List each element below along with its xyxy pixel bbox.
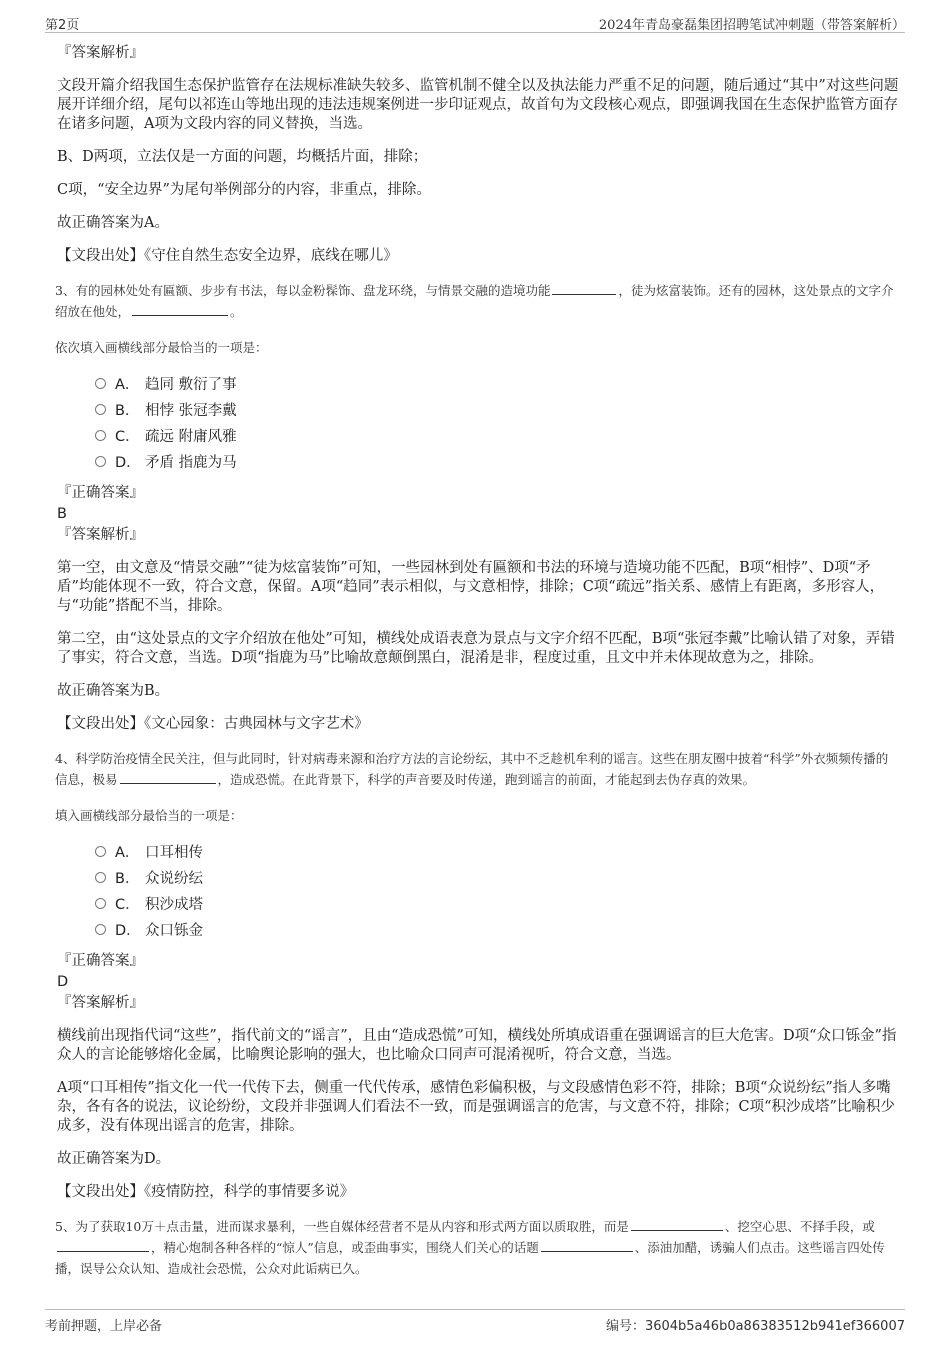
correct-answer: D	[57, 974, 69, 990]
radio-icon[interactable]	[95, 378, 106, 389]
analysis-label: 『答案解析』	[57, 45, 144, 61]
option-d[interactable]: D． 众口铄金	[95, 916, 900, 942]
option-a[interactable]: A． 口耳相传	[95, 838, 900, 864]
page-footer	[45, 1309, 905, 1334]
radio-icon[interactable]	[95, 924, 106, 935]
question-4-stem: 4、科学防治疫情全民关注，但与此同时，针对病毒来源和治疗方法的言论纷纭，其中不乏趁机牟利的谣言。这些在朋友圈中披着“科学”外衣频频传播的信息，极易 ，造成恐慌。在此背景下，科学的声音要及时传递，跑到谣言的前面，才能起到去伪存真的效果。	[55, 751, 889, 787]
option-a[interactable]: A． 趋同 敷衍了事	[95, 370, 900, 396]
document-body	[55, 44, 900, 1295]
source-citation: 【文段出处】《文心园象：古典园林与文字艺术》	[57, 716, 369, 732]
option-d[interactable]: D． 矛盾 指鹿为马	[95, 448, 900, 474]
radio-icon[interactable]	[95, 456, 106, 467]
correct-answer-label: 『正确答案』	[57, 953, 144, 969]
question-3-stem: 3、有的园林处处有匾额、步步有书法，每以金粉髹饰、盘龙环绕，与情景交融的造境功能 ，徒为炫富装饰。还有的园林，这处景点的文字介绍放在他处， 。	[55, 283, 894, 319]
source-citation: 【文段出处】《疫情防控，科学的事情要多说》	[57, 1184, 355, 1200]
radio-icon[interactable]	[95, 898, 106, 909]
analysis-conclusion: 故正确答案为A。	[57, 215, 169, 231]
analysis-paragraph: 第二空，由“这处景点的文字介绍放在他处”可知，横线处成语表意为景点与文字介绍不匹配，B项“张冠李戴”比喻认错了对象，弄错了事实，符合文意，当选。D项“指鹿为马”比喻故意颠倒黑白，混淆是非，程度过重，且文中并未体现故意为之，排除。	[57, 631, 895, 666]
correct-answer-label: 『正确答案』	[57, 485, 144, 501]
source-citation: 【文段出处】《守住自然生态安全边界，底线在哪儿》	[57, 248, 398, 264]
analysis-paragraph: A项“口耳相传”指文化一代一代传下去，侧重一代代传承，感情色彩偏积极，与文段感情色彩不符，排除；B项“众说纷纭”指人多嘴杂，各有各的说法，议论纷纷，文段并非强调人们看法不一致，而是强调谣言的危害，与文意不符，排除；C项“积沙成塔”比喻积少成多，没有体现出谣言的危害，排除。	[57, 1080, 895, 1134]
radio-icon[interactable]	[95, 846, 106, 857]
question-instruction: 依次填入画横线部分最恰当的一项是：	[55, 340, 268, 355]
question-instruction: 填入画横线部分最恰当的一项是：	[55, 808, 243, 823]
analysis-label: 『答案解析』	[57, 995, 144, 1011]
answer-blank	[57, 1239, 149, 1252]
option-b[interactable]: B． 众说纷纭	[95, 864, 900, 890]
analysis-paragraph: B、D两项，立法仅是一方面的问题，均概括片面，排除；	[57, 149, 428, 165]
radio-icon[interactable]	[95, 430, 106, 441]
document-id: 编号：3604b5a46b0a86383512b941ef366007	[605, 1319, 905, 1334]
analysis-paragraph: 文段开篇介绍我国生态保护监管存在法规标准缺失较多、监管机制不健全以及执法能力严重不足的问题，随后通过“其中”对这些问题展开详细介绍，尾句以祁连山等地出现的违法违规案例进一步印证观点，故首句为文段核心观点，即强调我国在生态保护监管方面存在诸多问题，A项为文段内容的同义替换，当选。	[57, 78, 899, 132]
document-title: 2024年青岛豪磊集团招聘笔试冲刺题（带答案解析）	[598, 18, 905, 33]
analysis-label: 『答案解析』	[57, 527, 144, 543]
footer-slogan: 考前押题，上岸必备	[45, 1319, 163, 1334]
answer-blank	[552, 282, 616, 295]
page-number: 第2页	[45, 18, 80, 33]
radio-icon[interactable]	[95, 404, 106, 415]
answer-blank	[631, 1218, 723, 1231]
question-4-options	[95, 838, 900, 942]
analysis-paragraph: 横线前出现指代词“这些”，指代前文的“谣言”，且由“造成恐慌”可知，横线处所填成语重在强调谣言的巨大危害。D项“众口铄金”指众人的言论能够熔化金属，比喻舆论影响的强大，也比喻众口同声可混淆视听，符合文意，当选。	[57, 1028, 897, 1063]
question-5-stem: 5、为了获取10万＋点击量，进而谋求暴利，一些自媒体经营者不是从内容和形式两方面以质取胜，而是 、挖空心思、不择手段，或，精心炮制各种各样的“惊人”信息，或歪曲事实，围绕人们关心的话题 、添油加醋，诱骗人们点击。这些谣言四处传播，误导公众认知、造成社会恐慌，公众对此诟病已久。	[55, 1219, 885, 1276]
answer-blank	[541, 1239, 633, 1252]
analysis-paragraph: 第一空，由文意及“情景交融”“徒为炫富装饰”可知，一些园林到处有匾额和书法的环境与造境功能不匹配，B项“相悖”、D项“矛盾”均能体现不一致，符合文意，保留。A项“趋同”表示相似，与文意相悖，排除；C项“疏远”指关系、感情上有距离，多形容人，与“功能”搭配不当，排除。	[57, 560, 885, 614]
answer-blank	[120, 771, 216, 784]
analysis-conclusion: 故正确答案为D。	[57, 1151, 171, 1167]
option-b[interactable]: B． 相悖 张冠李戴	[95, 396, 900, 422]
radio-icon[interactable]	[95, 872, 106, 883]
correct-answer: B	[57, 506, 67, 522]
option-c[interactable]: C． 疏远 附庸风雅	[95, 422, 900, 448]
page-header	[45, 12, 905, 33]
analysis-paragraph: C项，“安全边界”为尾句举例部分的内容，非重点，排除。	[57, 182, 431, 198]
question-3-options	[95, 370, 900, 474]
answer-blank	[132, 303, 228, 316]
analysis-conclusion: 故正确答案为B。	[57, 683, 170, 699]
option-c[interactable]: C． 积沙成塔	[95, 890, 900, 916]
